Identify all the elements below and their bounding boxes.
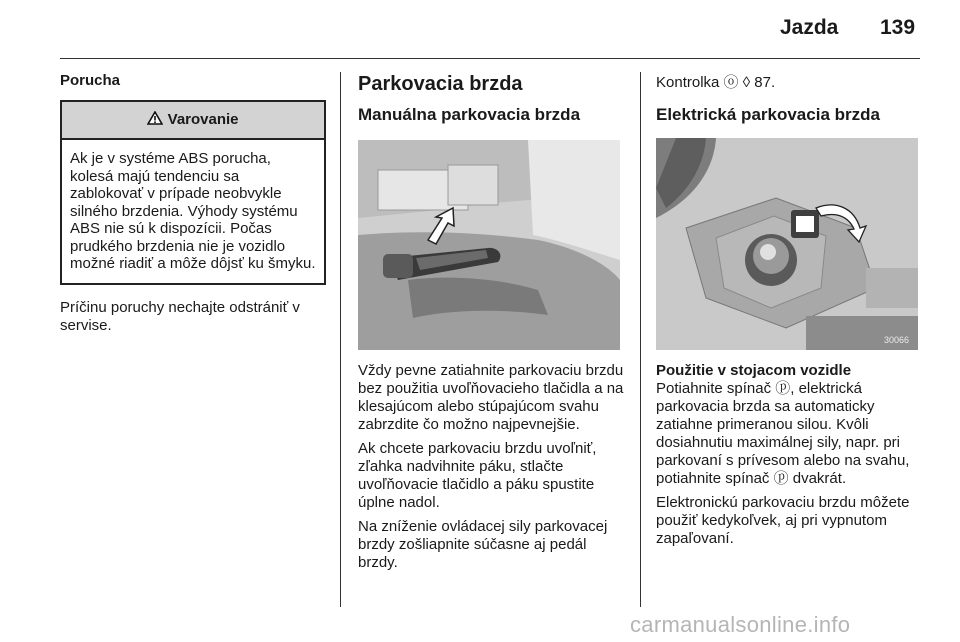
heading-porucha: Porucha: [60, 72, 121, 89]
warning-title: Varovanie: [167, 111, 239, 128]
manual-brake-text: [358, 362, 628, 572]
column-1: [60, 72, 325, 341]
column-3: [656, 72, 926, 554]
warning-header: [62, 102, 324, 140]
electric-brake-illustration: [656, 138, 918, 350]
paragraph-electric-2: Elektronickú parkovaciu brzdu môžete použiť kedykoľvek, aj pri vypnutom zapaľovaní.: [656, 494, 910, 547]
column-divider-1: [340, 72, 341, 607]
paragraph-manual-3: Na zníženie ovládacej sily parkovacej brzdy zošliapnite súčasne aj pedál brzdy.: [358, 518, 608, 571]
heading-stationary-use: Použitie v stojacom vozidle: [656, 362, 852, 379]
paragraph-manual-1: Vždy pevne zatiahnite parkovaciu brzdu bez použitia uvoľňovacieho tlačidla a na klesajúcom alebo stúpajúcom svahu zabrzdite čo možno najpevnejšie.: [358, 362, 624, 433]
figure-electric-brake: [656, 138, 916, 348]
subheading-electric-brake: Elektrická parkovacia brzda: [656, 105, 880, 124]
warning-text: Ak je v systéme ABS porucha, kolesá majú tendenciu sa zablokovať v prípade neobvykle silného brzdenia. Výhody systému ABS nie sú k dispozícii. Počas prudkého brzdenia nie je vozidlo možné riadiť a môže dôjsť ku šmyku.: [70, 150, 316, 272]
header-rule: [60, 58, 920, 59]
column-2: [358, 72, 628, 578]
figure-manual-brake: [358, 140, 618, 350]
warning-triangle-icon: [147, 111, 167, 128]
page-number: 139: [880, 16, 916, 39]
electric-brake-text: [656, 362, 926, 548]
paragraph-service: Príčinu poruchy nechajte odstrániť v servise.: [60, 298, 300, 334]
indicator-reference: Kontrolka ⓞ ◊ 87.: [656, 74, 776, 91]
paragraph-electric-1: Potiahnite spínač ⓟ, elektrická parkovacia brzda sa automaticky zatiahne primeranou silou. Kvôli dosiahnutiu maximálnej sily, napr. pri parkovaní s prívesom alebo na svahu, potiahnite spínač ⓟ dvakrát.: [656, 380, 910, 487]
warning-box: [60, 100, 326, 285]
paragraph-manual-2: Ak chcete parkovaciu brzdu uvoľniť, zľahka nadvihnite páku, stlačte uvoľňovacie tlačidlo a páku spustite úplne nadol.: [358, 440, 597, 511]
heading-parking-brake: Parkovacia brzda: [358, 73, 523, 95]
subheading-manual-brake: Manuálna parkovacia brzda: [358, 105, 581, 124]
watermark: carmanualsonline.info: [630, 612, 851, 637]
figure-number: 30066: [884, 335, 910, 345]
column-divider-2: [640, 72, 641, 607]
manual-handbrake-illustration: [358, 140, 620, 350]
page-header-title: Jazda: [780, 16, 839, 39]
